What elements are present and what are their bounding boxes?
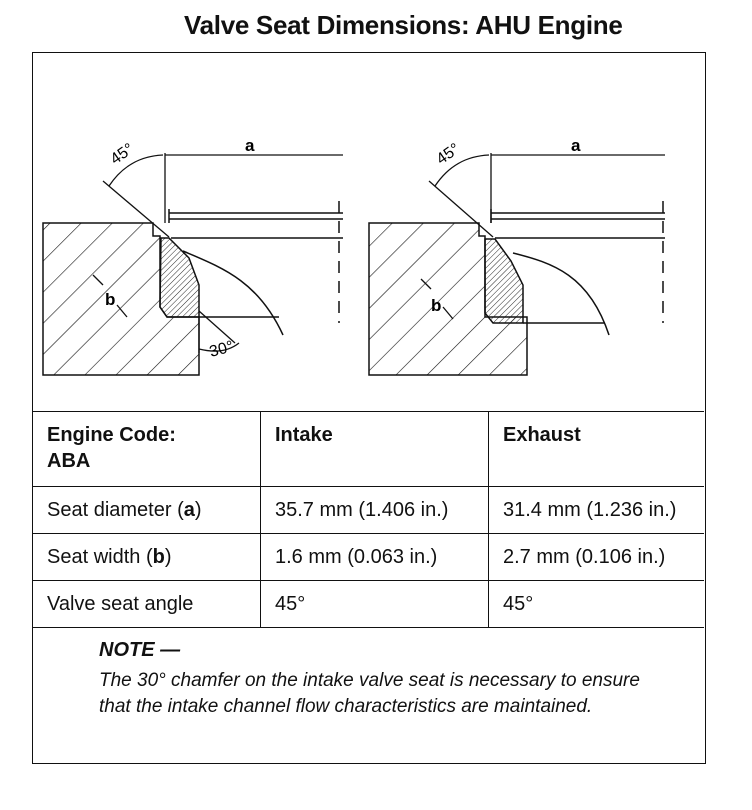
spec-frame [32, 52, 706, 764]
note-body: The 30° chamfer on the intake valve seat is necessary to ensure that the intake channel flow characteristics are maintained. [99, 670, 640, 717]
exhaust-diameter-label: a [571, 136, 581, 155]
intake-seat-drawing [43, 136, 343, 375]
page-title-bar [0, 8, 752, 48]
header-engine-code: Engine Code: ABA [33, 412, 261, 487]
exhaust-value: 45° [489, 581, 705, 628]
exhaust-seat-drawing [369, 136, 665, 375]
intake-angle-label: 45° [107, 140, 138, 169]
row-label: Seat width (b) [33, 534, 261, 581]
exhaust-width-label: b [431, 296, 442, 315]
row-label: Seat diameter (a) [33, 487, 261, 534]
table-header-row [33, 412, 704, 487]
note-title: NOTE — [99, 639, 181, 661]
note-block [99, 639, 659, 720]
table-row [33, 534, 704, 581]
intake-chamfer-label: 30° [207, 338, 236, 361]
table-row [33, 487, 704, 534]
valve-seat-diagram [33, 53, 704, 411]
intake-width-label: b [105, 290, 116, 309]
exhaust-value: 31.4 mm (1.236 in.) [489, 487, 705, 534]
intake-value: 35.7 mm (1.406 in.) [261, 487, 489, 534]
page-title: Valve Seat Dimensions: AHU Engine [184, 10, 623, 40]
header-intake: Intake [261, 412, 489, 487]
intake-value: 45° [261, 581, 489, 628]
table-row [33, 581, 704, 628]
intake-value: 1.6 mm (0.063 in.) [261, 534, 489, 581]
intake-diameter-label: a [245, 136, 255, 155]
intake-seat-insert [160, 238, 199, 317]
valve-seat-table [33, 411, 704, 628]
row-label: Valve seat angle [33, 581, 261, 628]
exhaust-value: 2.7 mm (0.106 in.) [489, 534, 705, 581]
exhaust-angle-label: 45° [433, 140, 464, 169]
header-exhaust: Exhaust [489, 412, 705, 487]
exhaust-seat-insert [485, 239, 523, 323]
